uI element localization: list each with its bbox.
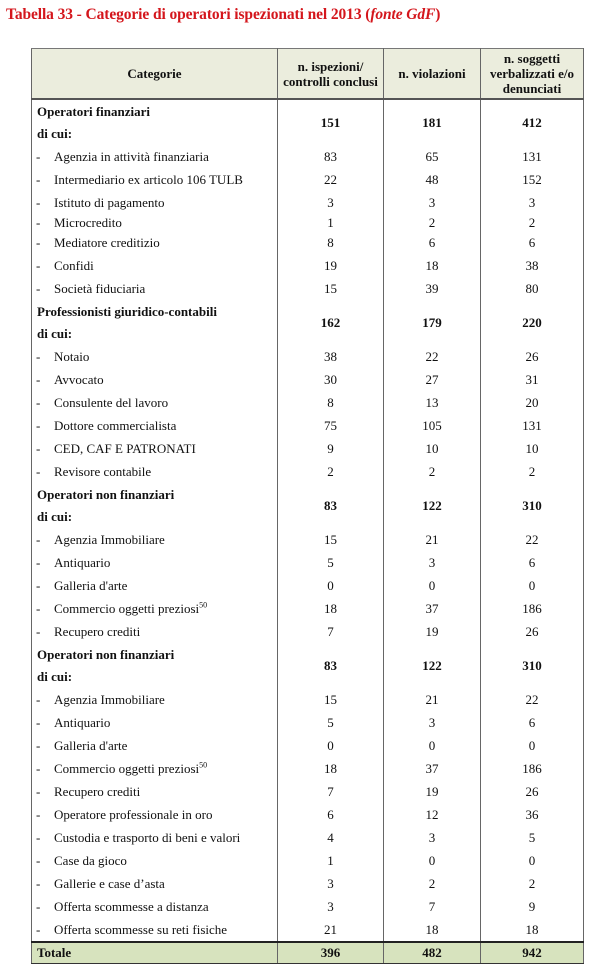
bullet-dash: - <box>36 554 41 570</box>
cell-violazioni: 19 <box>384 780 481 803</box>
bullet-dash: - <box>36 875 41 891</box>
table-row <box>32 597 584 620</box>
table-row <box>32 391 584 414</box>
table-row <box>32 254 584 277</box>
header-soggetti: n. soggetti verbalizzati e/o denunciati <box>481 49 584 100</box>
cell-soggetti: 0 <box>481 734 584 757</box>
bullet-dash: - <box>36 531 41 547</box>
bullet-dash: - <box>36 194 41 210</box>
cell-violazioni: 27 <box>384 368 481 391</box>
group-soggetti: 310 <box>481 643 584 688</box>
row-label-text: CED, CAF E PATRONATI <box>54 440 196 456</box>
cell-ispezioni: 9 <box>278 437 384 460</box>
row-label <box>32 597 278 620</box>
cell-violazioni: 18 <box>384 918 481 942</box>
table-row <box>32 551 584 574</box>
cell-violazioni: 3 <box>384 826 481 849</box>
cell-soggetti: 22 <box>481 688 584 711</box>
row-label <box>32 551 278 574</box>
cell-violazioni: 7 <box>384 895 481 918</box>
bullet-dash: - <box>36 148 41 164</box>
row-label <box>32 168 278 191</box>
row-label <box>32 849 278 872</box>
row-label-text: Custodia e trasporto di beni e valori <box>54 829 241 845</box>
cell-ispezioni: 3 <box>278 872 384 895</box>
row-label <box>32 460 278 483</box>
cell-soggetti: 31 <box>481 368 584 391</box>
cell-violazioni: 0 <box>384 734 481 757</box>
group-soggetti: 220 <box>481 300 584 345</box>
cell-soggetti: 26 <box>481 780 584 803</box>
cell-ispezioni: 0 <box>278 734 384 757</box>
table-row <box>32 895 584 918</box>
table-row <box>32 780 584 803</box>
group-violazioni: 179 <box>384 300 481 345</box>
cell-soggetti: 18 <box>481 918 584 942</box>
cell-violazioni: 3 <box>384 191 481 214</box>
row-label-text: Revisore contabile <box>54 463 152 479</box>
row-label-text: Società fiduciaria <box>54 280 146 296</box>
bullet-dash: - <box>36 898 41 914</box>
row-label-text: Operatore professionale in oro <box>54 806 213 822</box>
cell-ispezioni: 6 <box>278 803 384 826</box>
cell-violazioni: 12 <box>384 803 481 826</box>
group-title: Operatori non finanziari <box>37 646 175 662</box>
row-label-text: Intermediario ex articolo 106 TULB <box>54 171 243 187</box>
cell-soggetti: 186 <box>481 597 584 620</box>
cell-ispezioni: 5 <box>278 711 384 734</box>
cell-soggetti: 2 <box>481 872 584 895</box>
row-label <box>32 231 278 254</box>
row-label <box>32 345 278 368</box>
group-title: Operatori non finanziari <box>37 486 175 502</box>
bullet-dash: - <box>36 714 41 730</box>
bullet-dash: - <box>36 783 41 799</box>
group-subtitle: di cui: <box>37 668 73 684</box>
cell-ispezioni: 4 <box>278 826 384 849</box>
table-row <box>32 145 584 168</box>
group-ispezioni: 83 <box>278 643 384 688</box>
row-label <box>32 826 278 849</box>
group-violazioni: 181 <box>384 99 481 145</box>
table-row <box>32 528 584 551</box>
bullet-dash: - <box>36 600 41 616</box>
cell-ispezioni: 18 <box>278 597 384 620</box>
row-label <box>32 918 278 942</box>
cell-ispezioni: 8 <box>278 231 384 254</box>
cell-ispezioni: 1 <box>278 214 384 231</box>
row-label <box>32 368 278 391</box>
group-row <box>32 300 584 345</box>
cell-soggetti: 6 <box>481 711 584 734</box>
table-row <box>32 231 584 254</box>
cell-ispezioni: 3 <box>278 895 384 918</box>
row-label-text: Offerta scommesse su reti fisiche <box>54 921 228 937</box>
footnote-ref[interactable]: 50 <box>199 600 208 610</box>
row-label-text: Agenzia Immobiliare <box>54 531 165 547</box>
cell-violazioni: 13 <box>384 391 481 414</box>
row-label <box>32 145 278 168</box>
cell-ispezioni: 0 <box>278 574 384 597</box>
cell-soggetti: 0 <box>481 849 584 872</box>
cell-soggetti: 26 <box>481 620 584 643</box>
table-body <box>32 99 584 942</box>
row-label <box>32 757 278 780</box>
row-label-text: Gallerie e case d’asta <box>54 875 165 891</box>
cell-ispezioni: 15 <box>278 688 384 711</box>
table-row <box>32 437 584 460</box>
cell-ispezioni: 3 <box>278 191 384 214</box>
row-label-text: Recupero crediti <box>54 623 141 639</box>
cell-violazioni: 22 <box>384 345 481 368</box>
cell-soggetti: 10 <box>481 437 584 460</box>
row-label-text: Case da gioco <box>54 852 127 868</box>
cell-soggetti: 38 <box>481 254 584 277</box>
cell-soggetti: 152 <box>481 168 584 191</box>
bullet-dash: - <box>36 257 41 273</box>
cell-ispezioni: 18 <box>278 757 384 780</box>
table-row <box>32 214 584 231</box>
row-label-text: Agenzia in attività finanziaria <box>54 148 209 164</box>
row-label <box>32 872 278 895</box>
cell-soggetti: 6 <box>481 551 584 574</box>
cell-ispezioni: 22 <box>278 168 384 191</box>
cell-ispezioni: 15 <box>278 528 384 551</box>
group-row <box>32 99 584 145</box>
row-label-text: Offerta scommesse a distanza <box>54 898 209 914</box>
cell-ispezioni: 38 <box>278 345 384 368</box>
row-label <box>32 414 278 437</box>
table-row <box>32 620 584 643</box>
cell-violazioni: 10 <box>384 437 481 460</box>
row-label <box>32 780 278 803</box>
bullet-dash: - <box>36 691 41 707</box>
cell-ispezioni: 1 <box>278 849 384 872</box>
cell-soggetti: 26 <box>481 345 584 368</box>
row-label <box>32 803 278 826</box>
cell-violazioni: 6 <box>384 231 481 254</box>
row-label-text: Consulente del lavoro <box>54 394 169 410</box>
row-label-text: Commercio oggetti preziosi <box>54 600 200 616</box>
row-label <box>32 688 278 711</box>
cell-violazioni: 37 <box>384 597 481 620</box>
table-row <box>32 803 584 826</box>
total-label: Totale <box>32 942 278 964</box>
cell-violazioni: 0 <box>384 574 481 597</box>
table-row <box>32 688 584 711</box>
cell-ispezioni: 83 <box>278 145 384 168</box>
cell-ispezioni: 5 <box>278 551 384 574</box>
caption-close: ) <box>435 6 441 23</box>
header-row <box>32 49 584 100</box>
table-row <box>32 277 584 300</box>
cell-ispezioni: 2 <box>278 460 384 483</box>
bullet-dash: - <box>36 921 41 937</box>
table-row <box>32 826 584 849</box>
cell-violazioni: 3 <box>384 551 481 574</box>
total-ispezioni: 396 <box>278 942 384 964</box>
row-label-text: Galleria d'arte <box>54 737 128 753</box>
group-soggetti: 412 <box>481 99 584 145</box>
cell-soggetti: 36 <box>481 803 584 826</box>
group-row <box>32 483 584 528</box>
table-row <box>32 757 584 780</box>
cell-violazioni: 2 <box>384 460 481 483</box>
group-row <box>32 643 584 688</box>
row-label-text: Istituto di pagamento <box>54 194 165 210</box>
table-row <box>32 345 584 368</box>
row-label-text: Avvocato <box>54 371 104 387</box>
row-label <box>32 528 278 551</box>
cell-violazioni: 19 <box>384 620 481 643</box>
table-row <box>32 168 584 191</box>
cell-violazioni: 37 <box>384 757 481 780</box>
bullet-dash: - <box>36 737 41 753</box>
group-ispezioni: 83 <box>278 483 384 528</box>
cell-violazioni: 39 <box>384 277 481 300</box>
cell-ispezioni: 21 <box>278 918 384 942</box>
row-label-text: Mediatore creditizio <box>54 234 160 250</box>
group-label <box>32 99 278 145</box>
bullet-dash: - <box>36 760 41 776</box>
row-label-text: Dottore commercialista <box>54 417 177 433</box>
cell-soggetti: 2 <box>481 460 584 483</box>
bullet-dash: - <box>36 852 41 868</box>
group-soggetti: 310 <box>481 483 584 528</box>
table-row <box>32 414 584 437</box>
row-label <box>32 391 278 414</box>
cell-soggetti: 0 <box>481 574 584 597</box>
table-row <box>32 711 584 734</box>
cell-soggetti: 2 <box>481 214 584 231</box>
total-soggetti: 942 <box>481 942 584 964</box>
table-row <box>32 918 584 942</box>
cell-soggetti: 131 <box>481 145 584 168</box>
group-title: Operatori finanziari <box>37 103 151 119</box>
row-label <box>32 214 278 231</box>
bullet-dash: - <box>36 171 41 187</box>
row-label <box>32 711 278 734</box>
row-label-text: Commercio oggetti preziosi <box>54 760 200 776</box>
bullet-dash: - <box>36 463 41 479</box>
row-label-text: Antiquario <box>54 714 111 730</box>
table-row <box>32 872 584 895</box>
bullet-dash: - <box>36 577 41 593</box>
cell-violazioni: 3 <box>384 711 481 734</box>
cell-soggetti: 5 <box>481 826 584 849</box>
header-categorie: Categorie <box>32 49 278 100</box>
row-label <box>32 254 278 277</box>
cell-violazioni: 21 <box>384 528 481 551</box>
group-label <box>32 643 278 688</box>
total-row <box>32 942 584 964</box>
bullet-dash: - <box>36 394 41 410</box>
table-caption <box>6 6 440 24</box>
bullet-dash: - <box>36 417 41 433</box>
row-label <box>32 277 278 300</box>
cell-soggetti: 131 <box>481 414 584 437</box>
group-label <box>32 483 278 528</box>
cell-violazioni: 48 <box>384 168 481 191</box>
group-label <box>32 300 278 345</box>
table-row <box>32 191 584 214</box>
cell-violazioni: 18 <box>384 254 481 277</box>
group-title: Professionisti giuridico-contabili <box>37 303 217 319</box>
cell-ispezioni: 8 <box>278 391 384 414</box>
table-row <box>32 460 584 483</box>
row-label <box>32 620 278 643</box>
row-label-text: Agenzia Immobiliare <box>54 691 165 707</box>
row-label <box>32 895 278 918</box>
row-label-text: Confidi <box>54 257 94 273</box>
group-violazioni: 122 <box>384 483 481 528</box>
table-row <box>32 574 584 597</box>
cell-violazioni: 0 <box>384 849 481 872</box>
table-row <box>32 368 584 391</box>
bullet-dash: - <box>36 348 41 364</box>
group-subtitle: di cui: <box>37 508 73 524</box>
bullet-dash: - <box>36 806 41 822</box>
cell-ispezioni: 19 <box>278 254 384 277</box>
cell-soggetti: 22 <box>481 528 584 551</box>
cell-violazioni: 21 <box>384 688 481 711</box>
cell-violazioni: 2 <box>384 214 481 231</box>
row-label <box>32 574 278 597</box>
row-label <box>32 191 278 214</box>
cell-soggetti: 186 <box>481 757 584 780</box>
cell-soggetti: 3 <box>481 191 584 214</box>
cell-ispezioni: 7 <box>278 780 384 803</box>
operators-table <box>31 48 584 964</box>
cell-ispezioni: 15 <box>278 277 384 300</box>
row-label <box>32 437 278 460</box>
row-label-text: Galleria d'arte <box>54 577 128 593</box>
cell-soggetti: 9 <box>481 895 584 918</box>
group-subtitle: di cui: <box>37 325 73 341</box>
cell-soggetti: 20 <box>481 391 584 414</box>
cell-violazioni: 2 <box>384 872 481 895</box>
cell-soggetti: 6 <box>481 231 584 254</box>
total-violazioni: 482 <box>384 942 481 964</box>
group-ispezioni: 162 <box>278 300 384 345</box>
bullet-dash: - <box>36 440 41 456</box>
table-row <box>32 734 584 757</box>
row-label-text: Microcredito <box>54 214 122 230</box>
group-ispezioni: 151 <box>278 99 384 145</box>
bullet-dash: - <box>36 214 41 230</box>
row-label-text: Antiquario <box>54 554 111 570</box>
cell-ispezioni: 75 <box>278 414 384 437</box>
bullet-dash: - <box>36 371 41 387</box>
cell-ispezioni: 7 <box>278 620 384 643</box>
cell-violazioni: 65 <box>384 145 481 168</box>
row-label-text: Recupero crediti <box>54 783 141 799</box>
caption-text: Tabella 33 - Categorie di operatori ispezionati nel 2013 ( <box>6 6 371 23</box>
row-label <box>32 734 278 757</box>
group-violazioni: 122 <box>384 643 481 688</box>
row-label-text: Notaio <box>54 348 90 364</box>
cell-violazioni: 105 <box>384 414 481 437</box>
footnote-ref[interactable]: 50 <box>199 760 208 770</box>
cell-soggetti: 80 <box>481 277 584 300</box>
header-ispezioni: n. ispezioni/ controlli conclusi <box>278 49 384 100</box>
header-violazioni: n. violazioni <box>384 49 481 100</box>
bullet-dash: - <box>36 829 41 845</box>
table-row <box>32 849 584 872</box>
caption-source: fonte GdF <box>370 6 436 23</box>
bullet-dash: - <box>36 623 41 639</box>
cell-ispezioni: 30 <box>278 368 384 391</box>
group-subtitle: di cui: <box>37 125 73 141</box>
bullet-dash: - <box>36 234 41 250</box>
bullet-dash: - <box>36 280 41 296</box>
